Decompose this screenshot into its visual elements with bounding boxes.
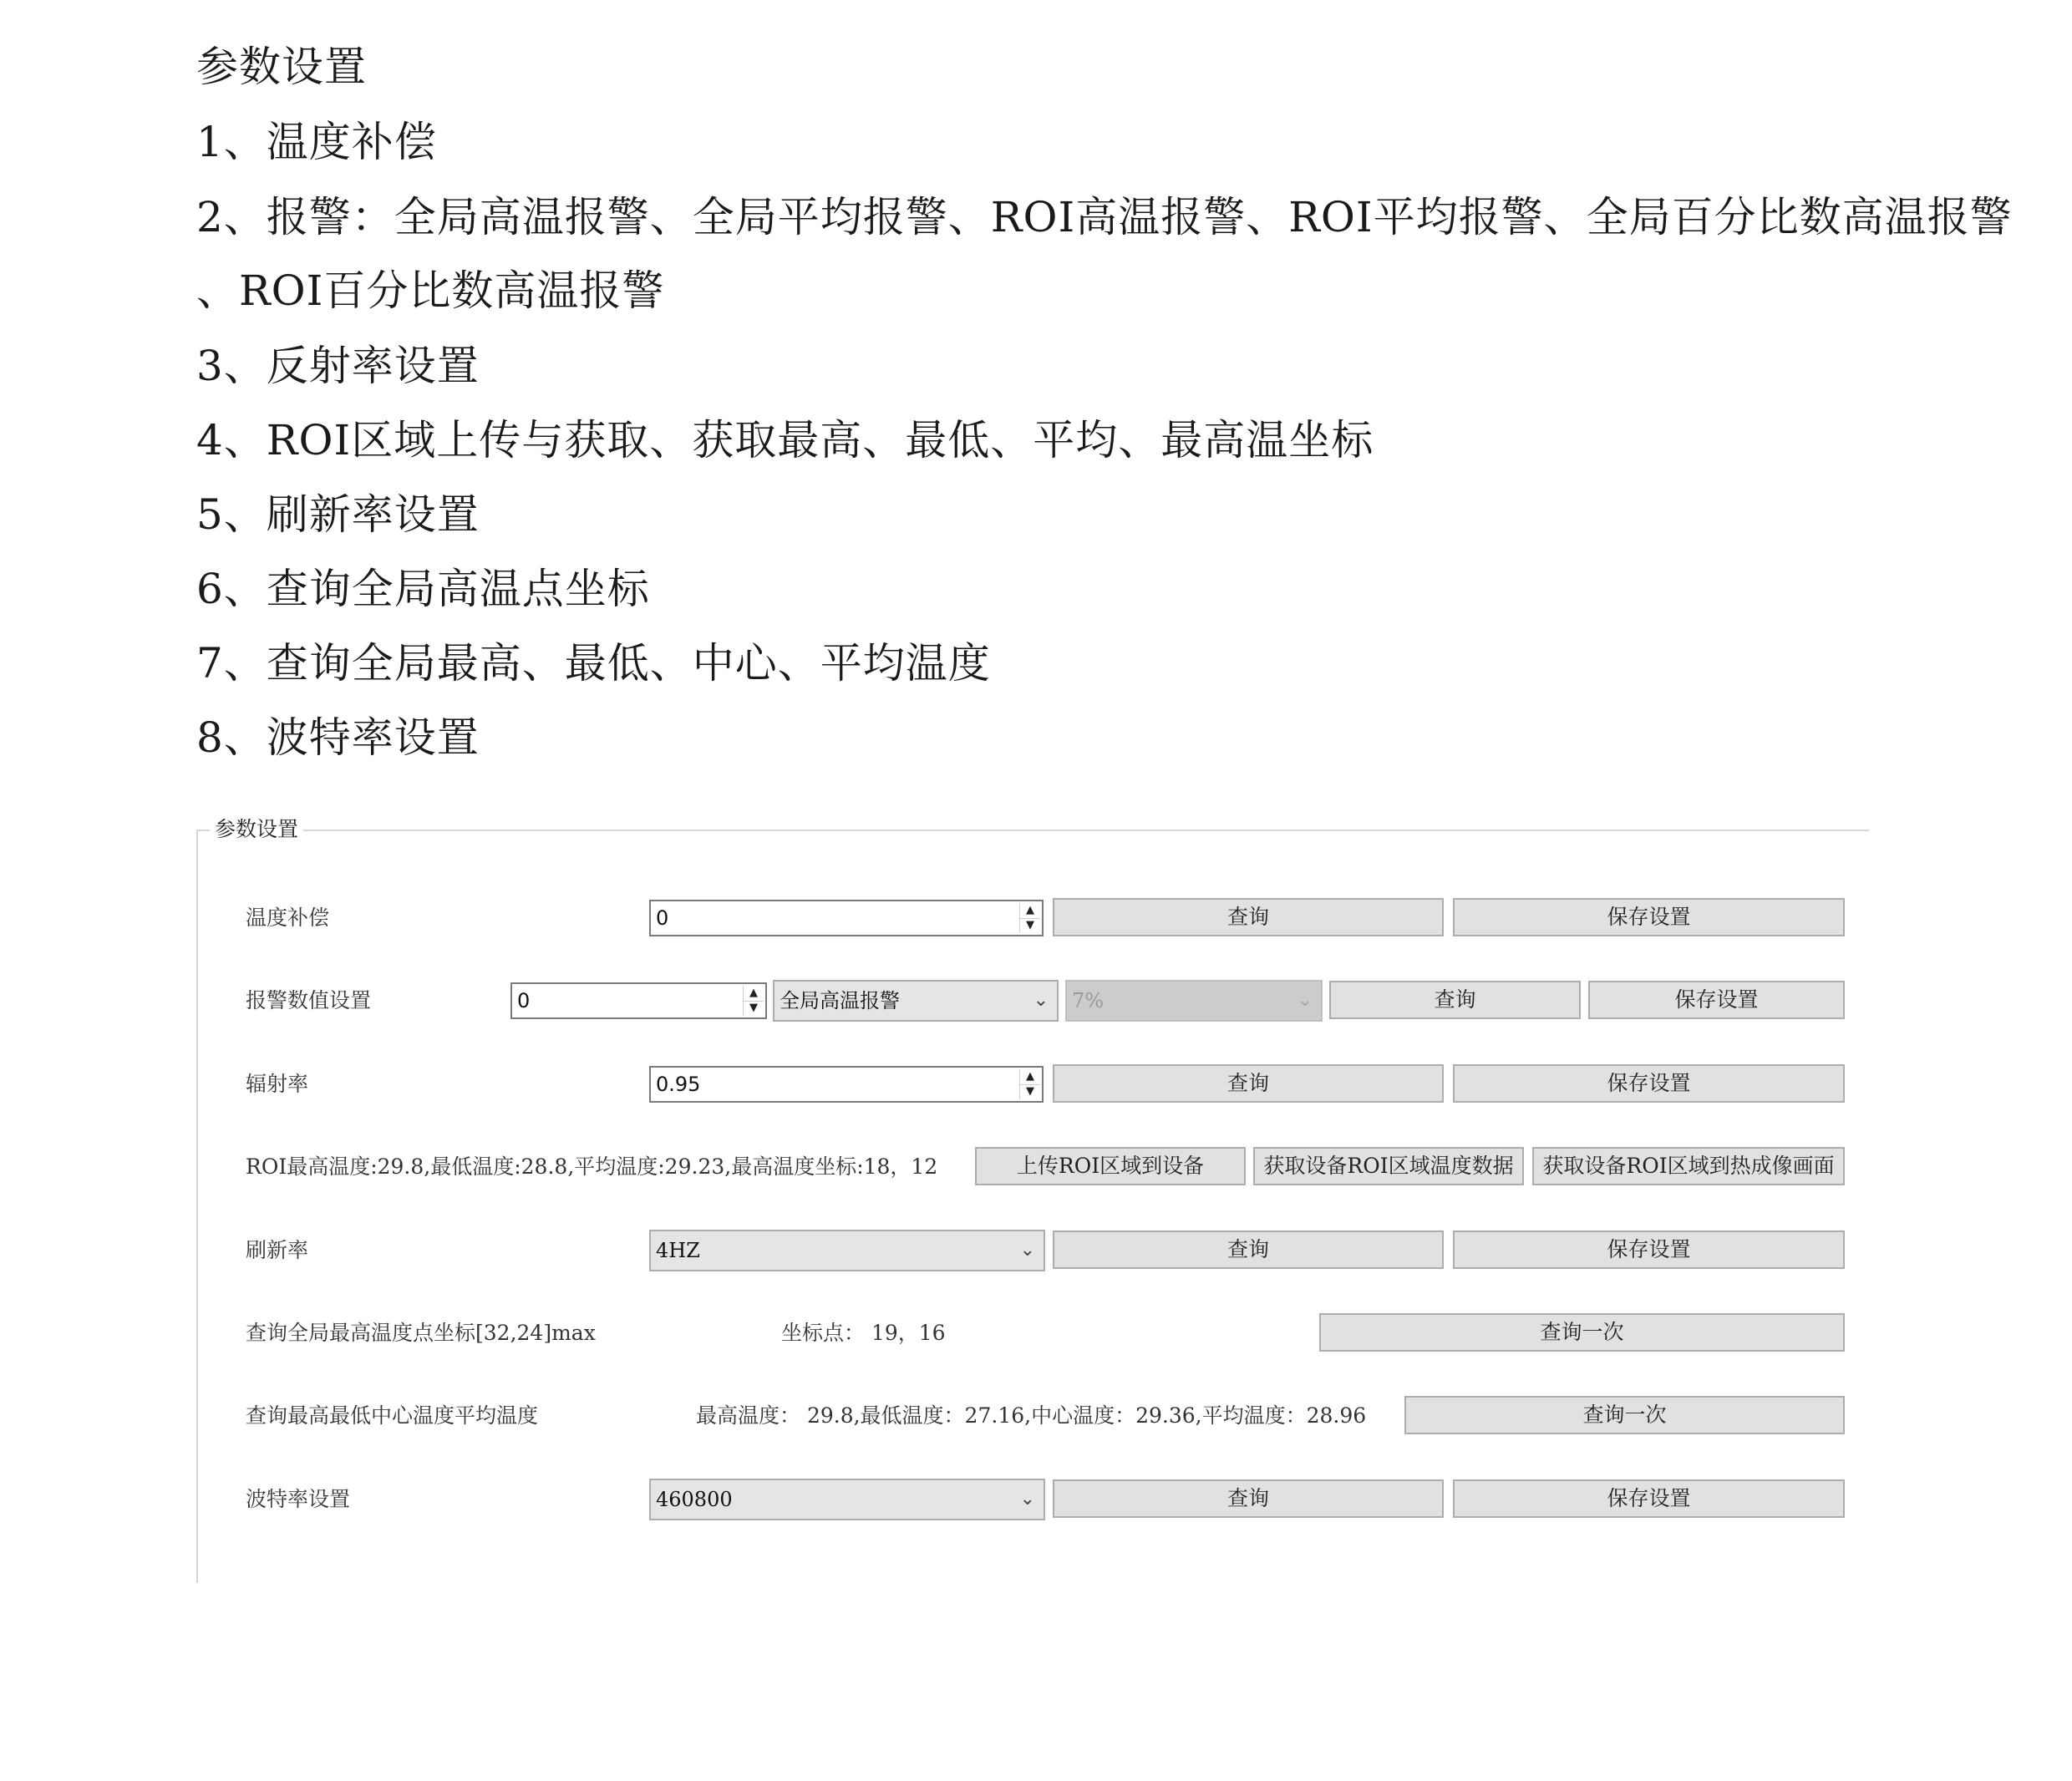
hot-point-label: 查询全局最高温度点坐标[32,24]max (246, 1321, 596, 1345)
alarm-query-button[interactable]: 查询 (1329, 981, 1581, 1019)
chevron-down-icon: ⌄ (1297, 990, 1313, 1011)
roi-upload-button[interactable]: 上传ROI区域到设备 (975, 1147, 1246, 1185)
parameter-settings-groupbox (196, 817, 1869, 1583)
spin-up-icon[interactable]: ▲ (744, 986, 764, 1002)
temp-comp-label: 温度补偿 (246, 906, 330, 930)
baud-rate-value: 460800 (656, 1488, 733, 1511)
doc-item: 3、反射率设置 (196, 342, 480, 390)
temps-label: 查询最高最低中心温度平均温度 (246, 1403, 539, 1428)
chevron-down-icon: ⌄ (1019, 1240, 1035, 1261)
alarm-type-select[interactable] (773, 980, 1059, 1022)
temps-result: 最高温度： 29.8,最低温度：27.16,中心温度：29.36,平均温度：28.96 (696, 1403, 1367, 1428)
emissivity-save-button[interactable]: 保存设置 (1453, 1064, 1845, 1103)
alarm-percent-select (1065, 980, 1323, 1022)
temps-query-once-button[interactable]: 查询一次 (1404, 1396, 1845, 1434)
spin-up-icon[interactable]: ▲ (1020, 903, 1040, 919)
spin-arrows[interactable] (1019, 1069, 1040, 1099)
refresh-query-button[interactable]: 查询 (1053, 1230, 1444, 1269)
doc-item: 2、报警：全局高温报警、全局平均报警、ROI高温报警、ROI平均报警、全局百分比数高温报警 (196, 193, 2013, 241)
alarm-label: 报警数值设置 (246, 988, 372, 1012)
emissivity-label: 辐射率 (246, 1072, 309, 1096)
refresh-label: 刷新率 (246, 1238, 309, 1262)
doc-item: 4、ROI区域上传与获取、获取最高、最低、平均、最高温坐标 (196, 416, 1374, 464)
spin-down-icon[interactable]: ▼ (1026, 919, 1034, 931)
doc-item: 1、温度补偿 (196, 118, 437, 166)
alarm-value-spinbox[interactable] (510, 982, 767, 1019)
hot-point-result: 坐标点： 19，16 (781, 1321, 946, 1345)
roi-status-text: ROI最高温度:29.8,最低温度:28.8,平均温度:29.23,最高温度坐标:18，12 (246, 1154, 938, 1179)
spin-up-icon[interactable]: ▲ (1020, 1069, 1040, 1085)
doc-heading: 参数设置 (196, 43, 367, 91)
doc-item: 6、查询全局高温点坐标 (196, 565, 650, 613)
spin-arrows[interactable] (743, 986, 764, 1016)
temp-comp-spinbox[interactable] (649, 900, 1044, 936)
temp-comp-save-button[interactable]: 保存设置 (1453, 898, 1845, 936)
temp-comp-query-button[interactable]: 查询 (1053, 898, 1444, 936)
emissivity-query-button[interactable]: 查询 (1053, 1064, 1444, 1103)
alarm-save-button[interactable]: 保存设置 (1588, 981, 1845, 1019)
refresh-rate-select[interactable] (649, 1230, 1045, 1271)
chevron-down-icon: ⌄ (1019, 1489, 1035, 1510)
groupbox-title: 参数设置 (210, 814, 303, 845)
doc-item: 8、波特率设置 (196, 713, 480, 762)
doc-item: 7、查询全局最高、最低、中心、平均温度 (196, 639, 991, 688)
spin-arrows[interactable] (1019, 903, 1040, 933)
temp-comp-value: 0 (656, 906, 669, 930)
hot-point-query-once-button[interactable]: 查询一次 (1319, 1313, 1845, 1352)
emissivity-spinbox[interactable] (649, 1066, 1044, 1103)
baud-save-button[interactable]: 保存设置 (1453, 1479, 1845, 1518)
chevron-down-icon: ⌄ (1033, 990, 1049, 1011)
emissivity-value: 0.95 (656, 1073, 701, 1096)
alarm-percent-value: 7% (1072, 989, 1105, 1012)
spin-down-icon[interactable]: ▼ (1026, 1085, 1034, 1098)
doc-item: 、ROI百分比数高温报警 (196, 266, 665, 315)
baud-rate-select[interactable] (649, 1479, 1045, 1520)
refresh-save-button[interactable]: 保存设置 (1453, 1230, 1845, 1269)
refresh-rate-value: 4HZ (656, 1239, 700, 1262)
alarm-type-value: 全局高温报警 (780, 989, 900, 1012)
roi-get-to-image-button[interactable]: 获取设备ROI区域到热成像画面 (1532, 1147, 1845, 1185)
baud-label: 波特率设置 (246, 1487, 351, 1511)
alarm-value: 0 (517, 989, 531, 1012)
roi-get-temp-button[interactable]: 获取设备ROI区域温度数据 (1253, 1147, 1524, 1185)
baud-query-button[interactable]: 查询 (1053, 1479, 1444, 1518)
spin-down-icon[interactable]: ▼ (749, 1002, 758, 1014)
doc-item: 5、刷新率设置 (196, 490, 480, 539)
